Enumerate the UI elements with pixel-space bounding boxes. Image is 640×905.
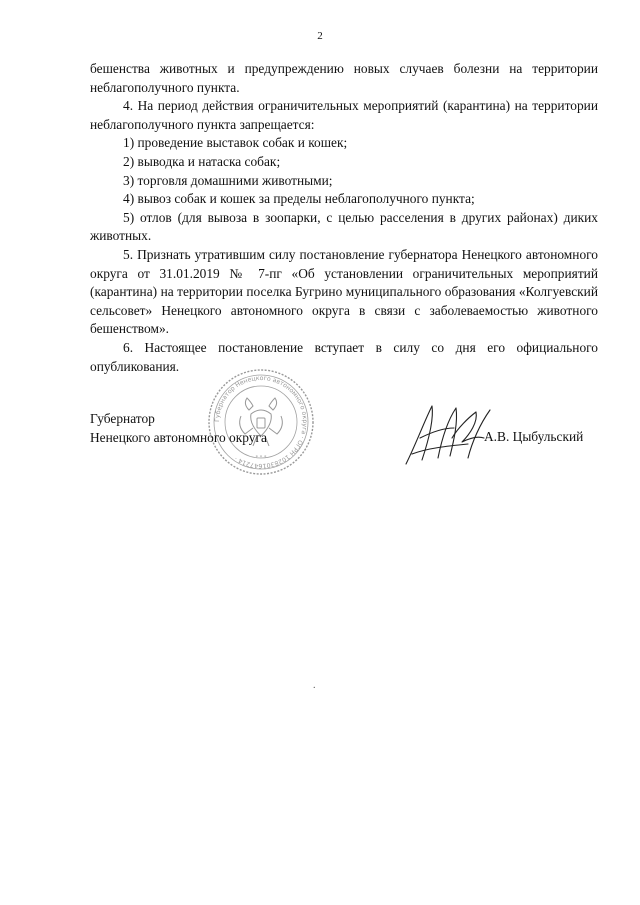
paragraph-4: 4. На период действия ограничительных мероприятий (карантина) на территории неблагополучного пункта запрещается: bbox=[90, 98, 598, 132]
footer-mark: . bbox=[313, 680, 316, 691]
document-body bbox=[90, 60, 598, 376]
svg-text:Губернатор Ненецкого автономно: Губернатор Ненецкого автономного округа · ОГРН 1028301647214 · bbox=[213, 374, 309, 470]
prohibition-item-3: 3) торговля домашними животными; bbox=[123, 172, 333, 188]
signatory-title-line-1: Губернатор bbox=[90, 411, 155, 426]
signatory-name: А.В. Цыбульский bbox=[484, 429, 584, 444]
paragraph-continuation: бешенства животных и предупреждению новых случаев болезни на территории неблагополучного пункта. bbox=[90, 61, 598, 95]
signatory-title bbox=[90, 410, 267, 447]
paragraph-6: 6. Настоящее постановление вступает в силу со дня его официального опубликования. bbox=[90, 339, 598, 374]
prohibition-item-2: 2) выводка и натаска собак; bbox=[123, 153, 281, 169]
page-number: 2 bbox=[317, 30, 323, 42]
prohibition-item-1: 1) проведение выставок собак и кошек; bbox=[123, 135, 348, 151]
signatory-title-line-2: Ненецкого автономного округа bbox=[90, 429, 267, 445]
svg-text:* * *: * * * bbox=[255, 455, 267, 461]
paragraph-5: 5. Признать утратившим силу постановление губернатора Ненецкого автономного округа от 31.01.2019 № 7-пг «Об установлении ограничительных мероприятий (карантина) на территории поселка Бугрино муниципального образования «Колгуевский сельсовет» Ненецкого автономного округа в связи с заболеваемостью животного бешенством». bbox=[90, 246, 598, 337]
prohibition-item-4: 4) вывоз собак и кошек за пределы неблагополучного пункта; bbox=[123, 191, 475, 207]
prohibition-item-5: 5) отлов (для вывоза в зоопарки, с целью расселения в других районах) диких животных. bbox=[90, 209, 598, 244]
